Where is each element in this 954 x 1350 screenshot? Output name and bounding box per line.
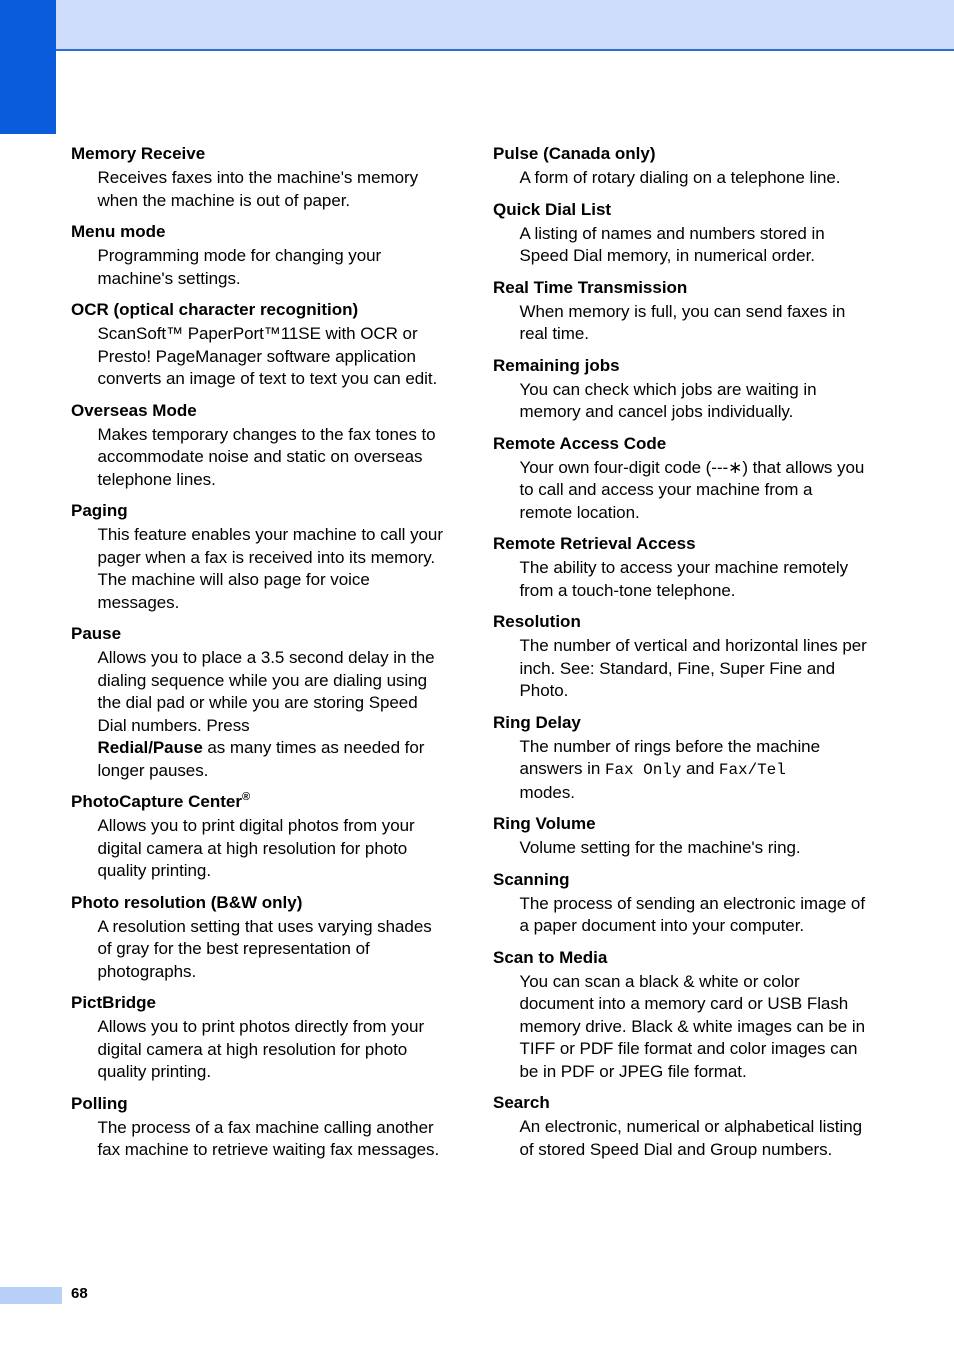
glossary-definition: [98, 647, 447, 782]
footer-band: [0, 1287, 62, 1304]
glossary-term: Polling: [71, 1093, 128, 1113]
glossary-definition: You can scan a black & white or color document into a memory card or USB Flash memory drive. Black & white images can be in TIFF or PDF file format and color images can be in PDF or JPEG file format.: [519, 971, 865, 1081]
glossary-definition: When memory is full, you can send faxes in real time.: [519, 301, 846, 343]
glossary-left-column: [71, 143, 446, 1171]
glossary-definition: This feature enables your machine to call your pager when a fax is received into its memory. The machine will also page for voice messages.: [97, 525, 443, 612]
fax-tel-mode-label: Fax/Tel: [718, 761, 786, 779]
glossary-term: Memory Receive: [71, 144, 206, 163]
glossary-term: Search: [493, 1093, 550, 1112]
glossary-definition: A form of rotary dialing on a telephone line.: [519, 168, 841, 187]
glossary-right-column: [493, 143, 868, 1170]
glossary-definition: Receives faxes into the machine's memory when the machine is out of paper.: [97, 168, 419, 210]
glossary-definition: Allows you to print digital photos from your digital camera at high resolution for photo quality printing.: [97, 816, 415, 880]
glossary-definition: Allows you to print photos directly from your digital camera at high resolution for photo quality printing.: [97, 1017, 425, 1081]
glossary-definition: You can check which jobs are waiting in memory and cancel jobs individually.: [519, 379, 817, 421]
glossary-term: [71, 791, 446, 813]
glossary-definition: Your own four-digit code (---∗) that allows you to call and access your machine from a remote location.: [519, 457, 865, 522]
page-number: 68: [71, 1285, 88, 1302]
glossary-definition: A resolution setting that uses varying shades of gray for the best representation of photographs.: [97, 916, 432, 981]
glossary-definition: The number of vertical and horizontal lines per inch. See: Standard, Fine, Super Fine and Photo.: [519, 636, 867, 700]
glossary-term: Photo resolution (B&W only): [71, 892, 303, 912]
glossary-definition: Volume setting for the machine's ring.: [519, 838, 801, 857]
definition-text: and: [681, 759, 719, 778]
glossary-term: Paging: [71, 501, 128, 520]
glossary-definition: The process of a fax machine calling another fax machine to retrieve waiting fax messages.: [97, 1117, 440, 1159]
glossary-term: Remaining jobs: [493, 355, 620, 375]
registered-mark: ®: [241, 791, 251, 803]
glossary-term: PictBridge: [71, 993, 157, 1012]
glossary-definition: The process of sending an electronic image of a paper document into your computer.: [519, 893, 866, 935]
definition-text: The number of rings before the machine answers in: [519, 736, 820, 778]
definition-text: Allows you to place a 3.5 second delay in the dialing sequence while you are dialing using the dial pad or while you are storing Speed Dial numbers. Press: [97, 648, 435, 735]
header-band: [56, 0, 954, 51]
definition-text: modes.: [519, 782, 575, 802]
glossary-term: Menu mode: [71, 222, 166, 241]
term-text: PhotoCapture Center: [71, 792, 242, 811]
glossary-definition: A listing of names and numbers stored in Speed Dial memory, in numerical order.: [519, 223, 825, 265]
glossary-term: Resolution: [493, 612, 581, 631]
glossary-term: Remote Access Code: [493, 433, 667, 453]
glossary-term: Pulse (Canada only): [493, 144, 656, 163]
definition-text: as many times as needed for longer pauses.: [97, 738, 425, 780]
fax-only-mode-label: Fax Only: [604, 761, 682, 779]
glossary-term: Scanning: [493, 869, 570, 889]
glossary-term: Ring Delay: [493, 712, 581, 732]
glossary-term: Overseas Mode: [71, 400, 197, 420]
glossary-term: Ring Volume: [493, 814, 596, 833]
glossary-term: Real Time Transmission: [493, 277, 688, 297]
glossary-definition: [520, 736, 869, 805]
glossary-term: OCR (optical character recognition): [71, 300, 359, 319]
glossary-definition: Makes temporary changes to the fax tones to accommodate noise and static on overseas telephone lines.: [97, 424, 436, 489]
glossary-definition: The ability to access your machine remotely from a touch-tone telephone.: [519, 558, 849, 600]
glossary-definition: ScanSoft™ PaperPort™11SE with OCR or Presto! PageManager software application converts an image of text to text you can edit.: [97, 324, 438, 388]
glossary-term: Quick Dial List: [493, 199, 612, 219]
glossary-term: Scan to Media: [493, 947, 608, 967]
glossary-term: Pause: [71, 624, 122, 643]
glossary-definition: An electronic, numerical or alphabetical listing of stored Speed Dial and Group numbers.: [519, 1117, 862, 1159]
redial-pause-key-label: Redial/Pause: [97, 738, 203, 757]
chapter-tab: [0, 0, 56, 134]
glossary-definition: Programming mode for changing your machine's settings.: [97, 246, 382, 288]
glossary-term: Remote Retrieval Access: [493, 534, 696, 553]
